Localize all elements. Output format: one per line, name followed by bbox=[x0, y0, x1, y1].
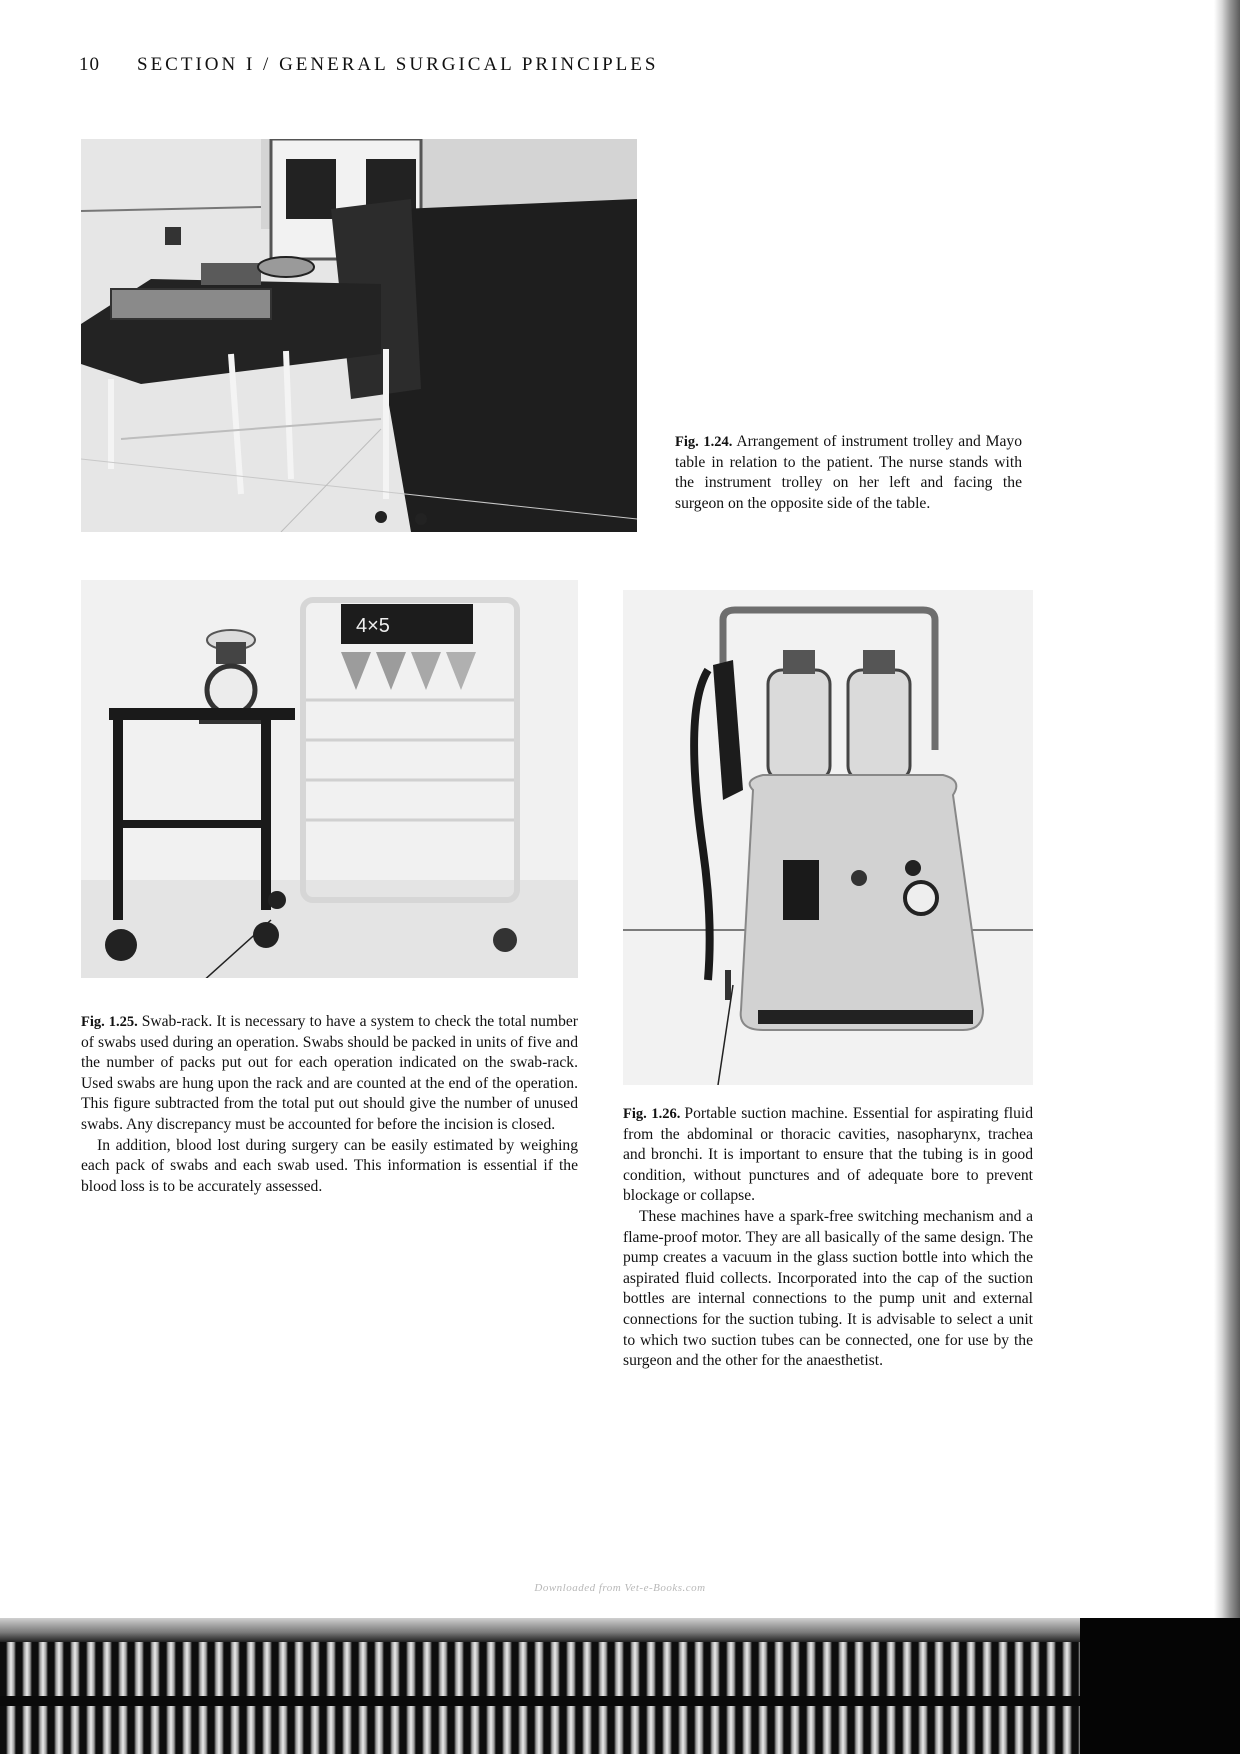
page-number: 10 bbox=[79, 54, 100, 75]
figure-label: Fig. 1.26. bbox=[623, 1106, 681, 1122]
figure-label: Fig. 1.25. bbox=[81, 1014, 138, 1030]
scanner-shadow-right bbox=[1080, 1618, 1240, 1754]
caption-text: Swab-rack. It is necessary to have a system to check the total number of swabs used during an operation. Swabs should be packed in units of five and the number of packs put out for each operation indicated on the swab-rack. Used swabs are hung upon the rack and are counted at the end of the operation. This figure subtracted from the total put out should give the number of unused swabs. Any discrepancy must be accounted for before the incision is closed. bbox=[81, 1013, 578, 1133]
caption-paragraph bbox=[675, 432, 1022, 514]
scanner-band-top bbox=[0, 1618, 1240, 1642]
download-watermark: Downloaded from Vet-e-Books.com bbox=[534, 1582, 706, 1594]
figure-1-24-caption bbox=[675, 432, 1022, 514]
figure-1-26-photo bbox=[623, 590, 1033, 1085]
caption-paragraph bbox=[623, 1104, 1033, 1207]
caption-text: Arrangement of instrument trolley and Mayo table in relation to the patient. The nurse stands with the instrument trolley on her left and facing the surgeon on the opposite side of the table. bbox=[675, 433, 1023, 512]
scanner-band-middle bbox=[0, 1696, 1240, 1706]
page-edge-shadow bbox=[1214, 0, 1240, 1620]
figure-1-26-caption bbox=[623, 1104, 1033, 1372]
figure-1-25-caption bbox=[81, 1012, 578, 1197]
figure-1-24-photo bbox=[81, 139, 637, 532]
scanner-edge bbox=[0, 1618, 1240, 1754]
running-head bbox=[79, 54, 658, 76]
figure-1-25-photo bbox=[81, 580, 578, 978]
swab-rack-count-label: 4×5 bbox=[356, 615, 390, 637]
caption-paragraph: These machines have a spark-free switching mechanism and a flame-proof motor. They are all basically of the same design. The pump creates a vacuum in the glass suction bottle into which the aspirated fluid collects. Incorporated into the cap of the suction bottles are internal connections to the pump unit and external connections for the suction tubing. It is advisable to select a unit to which two suction tubes can be connected, one for use by the surgeon and the other for the anaesthetist. bbox=[623, 1207, 1033, 1370]
caption-text: Portable suction machine. Essential for aspirating fluid from the abdominal or thoracic cavities, nasopharynx, trachea and bronchi. It is important to ensure that the tubing is in good condition, without punctures and of adequate bore to prevent blockage or collapse. bbox=[623, 1105, 1034, 1205]
figure-label: Fig. 1.24. bbox=[675, 434, 733, 450]
caption-paragraph: In addition, blood lost during surgery can be easily estimated by weighing each pack of swabs and each swab used. This information is essential if the blood loss is to be accurately assessed. bbox=[81, 1136, 578, 1195]
section-title: SECTION I / GENERAL SURGICAL PRINCIPLES bbox=[137, 54, 659, 75]
caption-paragraph bbox=[81, 1012, 578, 1136]
